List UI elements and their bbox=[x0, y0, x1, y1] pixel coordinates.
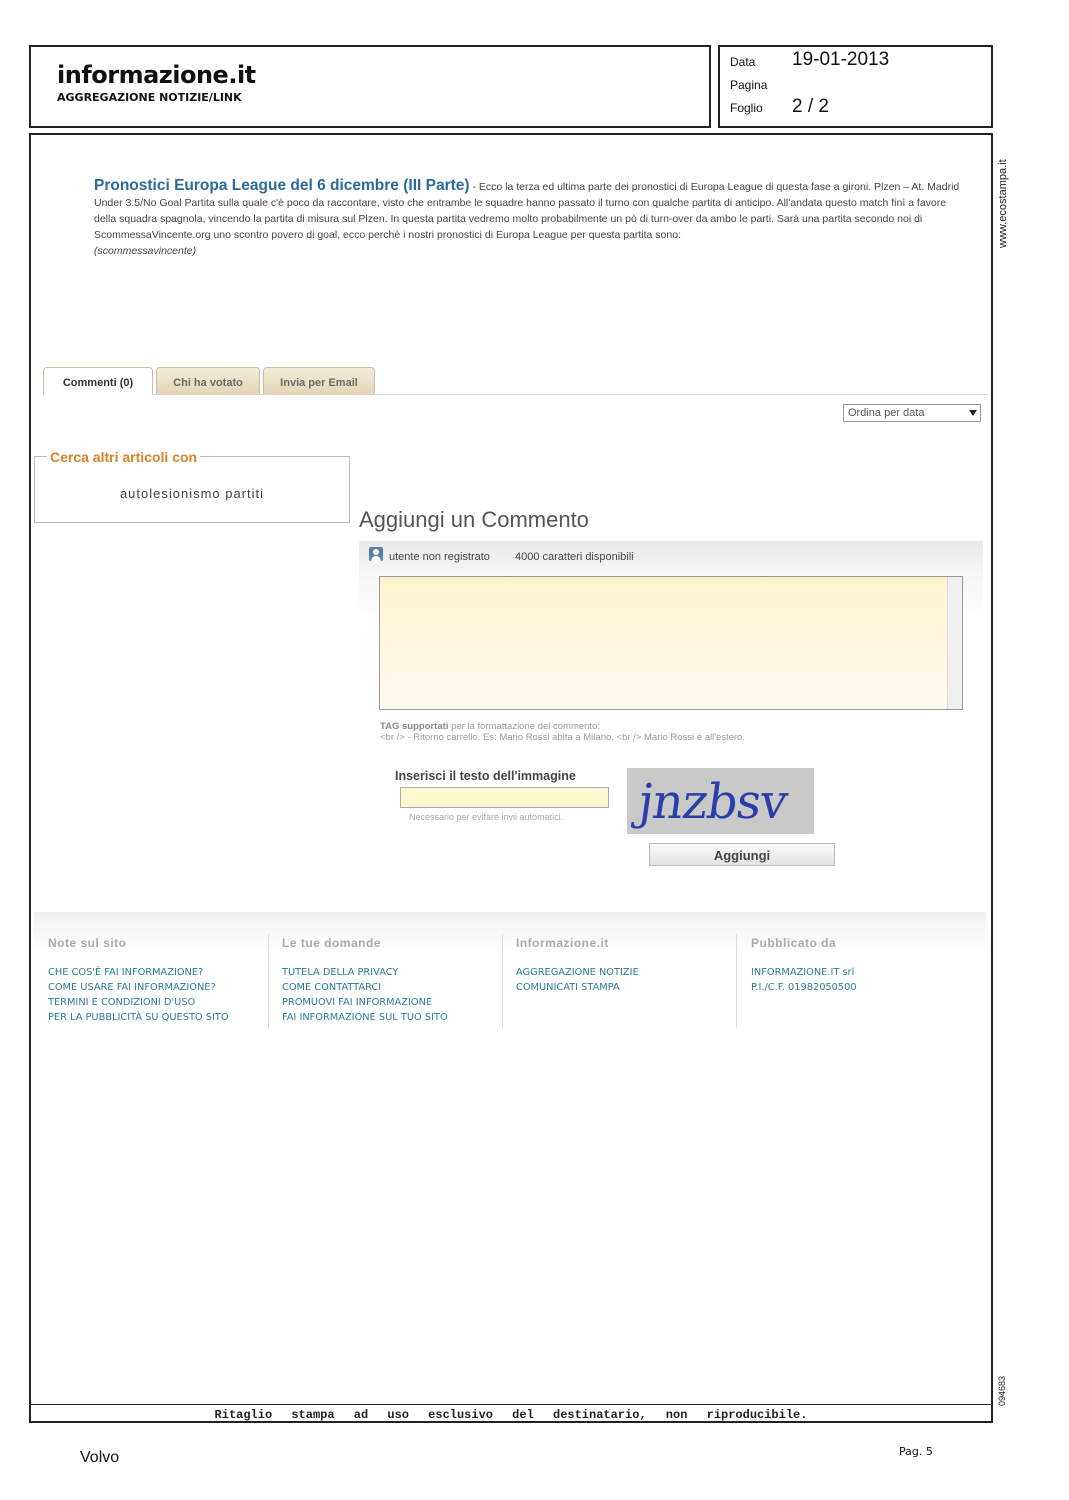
masthead bbox=[29, 45, 711, 128]
article-snippet bbox=[94, 178, 966, 259]
date-value: 19-01-2013 bbox=[792, 49, 890, 70]
captcha-input[interactable] bbox=[400, 787, 609, 808]
footer-link[interactable]: CHE COS'È FAI INFORMAZIONE? bbox=[48, 967, 204, 978]
tags-example: <br /> - Ritorno carrello. Es: Mario Rossi abita a Milano. <br /> Mario Rossi è all'estero. bbox=[380, 732, 746, 743]
captcha-text: jnzbsv bbox=[635, 774, 791, 830]
footer-divider bbox=[502, 934, 503, 1028]
tab-voters[interactable]: Chi ha votato bbox=[156, 367, 260, 394]
footer-link[interactable]: PROMUOVI FAI INFORMAZIONE bbox=[282, 997, 433, 1008]
footer-link[interactable]: TUTELA DELLA PRIVACY bbox=[282, 967, 399, 978]
site-footer bbox=[34, 912, 986, 1032]
footer-link[interactable]: P.I./C.F. 01982050500 bbox=[751, 982, 857, 993]
footer-col-questions bbox=[282, 936, 512, 1025]
chevron-down-icon bbox=[969, 410, 977, 416]
date-label: Data bbox=[730, 55, 756, 69]
footer-link[interactable]: AGGREGAZIONE NOTIZIE bbox=[516, 967, 639, 978]
footer-link[interactable]: PER LA PUBBLICITÀ SU QUESTO SITO bbox=[48, 1012, 229, 1023]
user-status: utente non registrato bbox=[389, 551, 490, 563]
page-label: Pagina bbox=[730, 78, 768, 92]
footer-divider bbox=[736, 934, 737, 1028]
tags-heading: TAG supportati bbox=[380, 721, 449, 732]
side-website: www.ecostampa.it bbox=[997, 159, 1009, 248]
clipping-disclaimer: Ritaglio stampa ad uso esclusivo del destinatario, non riproducibile. bbox=[29, 1404, 993, 1423]
client-brand: Volvo bbox=[80, 1449, 120, 1466]
comment-textarea[interactable] bbox=[379, 576, 963, 710]
supported-tags-info bbox=[380, 721, 745, 743]
captcha-label: Inserisci il testo dell'immagine bbox=[395, 769, 576, 783]
tab-divider bbox=[152, 394, 988, 395]
order-select[interactable] bbox=[843, 404, 981, 422]
captcha-note: Necessario per evitare invii automatici. bbox=[409, 812, 564, 822]
clipping-meta bbox=[718, 45, 993, 128]
captcha-image bbox=[627, 768, 814, 834]
footer-link[interactable]: COME CONTATTARCI bbox=[282, 982, 382, 993]
tab-comments[interactable]: Commenti (0) bbox=[43, 367, 153, 395]
footer-col-publisher bbox=[751, 936, 981, 995]
add-comment-button[interactable]: Aggiungi bbox=[649, 843, 835, 866]
related-tag-link[interactable]: autolesionismo partiti bbox=[119, 486, 265, 501]
sheet-label: Foglio bbox=[730, 101, 763, 115]
footer-link[interactable]: TERMINI E CONDIZIONI D'USO bbox=[48, 997, 196, 1008]
footer-heading: Informazione.it bbox=[516, 936, 609, 950]
footer-divider bbox=[268, 934, 269, 1028]
footer-heading: Note sul sito bbox=[48, 936, 127, 950]
tab-send-email[interactable]: Invia per Email bbox=[263, 367, 375, 394]
order-select-value: Ordina per data bbox=[848, 407, 925, 419]
footer-heading: Pubblicato da bbox=[751, 936, 837, 950]
site-logo: informazione.it bbox=[57, 61, 256, 89]
footer-col-informazione bbox=[516, 936, 746, 995]
sheet-value: 2 / 2 bbox=[792, 96, 829, 117]
footer-link[interactable]: COMUNICATI STAMPA bbox=[516, 982, 620, 993]
side-code: 094683 bbox=[997, 1375, 1007, 1406]
site-tagline: AGGREGAZIONE NOTIZIE/LINK bbox=[57, 91, 242, 104]
add-comment-title: Aggiungi un Commento bbox=[359, 507, 589, 532]
page-number: Pag. 5 bbox=[899, 1445, 933, 1458]
footer-link[interactable]: FAI INFORMAZIONE SUL TUO SITO bbox=[282, 1012, 448, 1023]
footer-link[interactable]: COME USARE FAI INFORMAZIONE? bbox=[48, 982, 216, 993]
article-source: (scommessavincente) bbox=[94, 245, 197, 257]
article-body: - Ecco la terza ed ultima parte dei pronostici di Europa League di questa fase a gironi. Plzen – At. Madrid Under 3.5/No Goal Partita sulla quale c'è poco da raccontare, visto che entrambe le squadre hanno passato il turno con qualche partita di anticipo. All'andata questo match finì a favore della squadra spagnola, vincendo la partita di misura sul Plzen. In questa partita vedremo molto probabilmente un pò di turn-over da ambo le parti. Sarà una partita secondo noi di ScommessaVincente.org uno scontro povero di goal, ecco perchè i nostri pronostici di Europa League per questa partita sono: bbox=[94, 181, 960, 241]
footer-link[interactable]: INFORMAZIONE.IT srl bbox=[751, 967, 855, 978]
article-title[interactable]: Pronostici Europa League del 6 dicembre (III Parte) bbox=[94, 177, 470, 194]
related-search-legend: Cerca altri articoli con bbox=[47, 449, 200, 465]
tags-desc: per la formattazione del commento: bbox=[448, 721, 600, 732]
textarea-scrollbar[interactable] bbox=[947, 577, 962, 709]
comment-panel bbox=[359, 541, 983, 751]
footer-col-site-notes bbox=[48, 936, 278, 1025]
footer-heading: Le tue domande bbox=[282, 936, 382, 950]
chars-available: 4000 caratteri disponibili bbox=[515, 551, 634, 563]
user-icon bbox=[369, 547, 383, 561]
